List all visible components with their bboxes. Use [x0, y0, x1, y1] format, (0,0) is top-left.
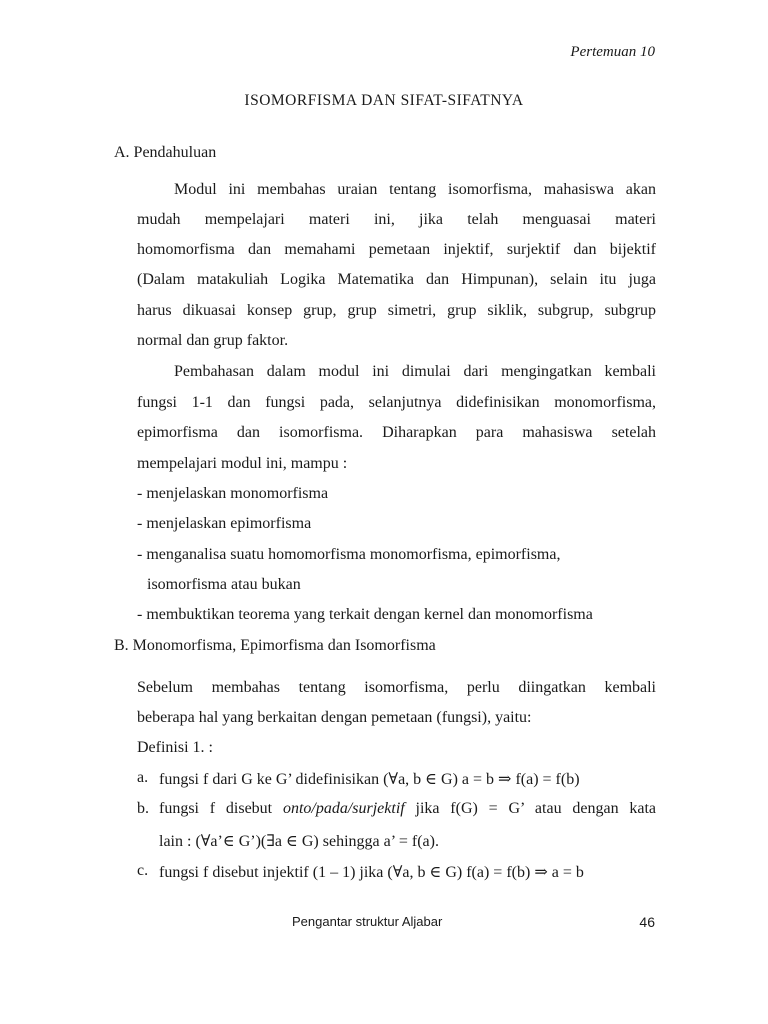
definition-label: Definisi 1. :: [137, 739, 213, 756]
para2-line-3: epimorfisma dan isomorfisma. Diharapkan para mahasiswa setelah: [137, 424, 656, 441]
def-item-a-text: fungsi f dari G ke G’ didefinisikan (∀a, b ∈ G) a = b ⇒ f(a) = f(b): [159, 771, 580, 788]
def-item-b-continuation: lain : (∀a’∈ G’)(∃a ∈ G) sehingga a’ = f(a).: [159, 833, 439, 850]
def-item-b-text: [159, 800, 656, 818]
para2-line-1: Pembahasan dalam modul ini dimulai dari mengingatkan kembali: [174, 363, 656, 380]
para1-line-3: homomorfisma dan memahami pemetaan injektif, surjektif dan bijektif: [137, 241, 656, 258]
meeting-label: Pertemuan 10: [570, 44, 655, 60]
intro-line-2: beberapa hal yang berkaitan dengan pemetaan (fungsi), yaitu:: [137, 709, 532, 726]
def-item-b-post: jika f(G) = G’ atau dengan kata: [404, 800, 657, 817]
def-item-marker: b.: [137, 800, 149, 817]
para1-line-5: harus dikuasai konsep grup, grup simetri, grup siklik, subgrup, subgrup: [137, 302, 656, 319]
goal-item: - menjelaskan epimorfisma: [137, 515, 312, 532]
para1-line-1: Modul ini membahas uraian tentang isomorfisma, mahasiswa akan: [174, 181, 656, 198]
footer-book-title: Pengantar struktur Aljabar: [292, 914, 443, 929]
def-item-c-text: fungsi f disebut injektif (1 – 1) jika (∀a, b ∈ G) f(a) = f(b) ⇒ a = b: [159, 864, 584, 881]
page-number: 46: [639, 914, 655, 930]
def-item-marker: c.: [137, 862, 149, 879]
goal-item: - membuktikan teorema yang terkait dengan kernel dan monomorfisma: [137, 606, 593, 623]
intro-line-1: Sebelum membahas tentang isomorfisma, perlu diingatkan kembali: [137, 679, 656, 696]
page-title: ISOMORFISMA DAN SIFAT-SIFATNYA: [244, 92, 524, 109]
goal-item: - menjelaskan monomorfisma: [137, 485, 329, 502]
para1-line-2: mudah mempelajari materi ini, jika telah menguasai materi: [137, 211, 656, 228]
para2-line-4: mempelajari modul ini, mampu :: [137, 455, 348, 472]
para1-line-6: normal dan grup faktor.: [137, 332, 289, 349]
para2-line-2: fungsi 1-1 dan fungsi pada, selanjutnya didefinisikan monomorfisma,: [137, 394, 656, 411]
goal-item: - menganalisa suatu homomorfisma monomorfisma, epimorfisma,: [137, 546, 561, 563]
def-item-b-emphasis: onto/pada/surjektif: [282, 800, 405, 817]
def-item-b-pre: fungsi f disebut: [159, 800, 283, 817]
goal-item-continuation: isomorfisma atau bukan: [147, 576, 301, 593]
def-item-marker: a.: [137, 769, 149, 786]
section-b-heading: B. Monomorfisma, Epimorfisma dan Isomorfisma: [114, 637, 436, 654]
para1-line-4: (Dalam matakuliah Logika Matematika dan Himpunan), selain itu juga: [137, 271, 656, 288]
section-a-heading: A. Pendahuluan: [114, 144, 217, 161]
